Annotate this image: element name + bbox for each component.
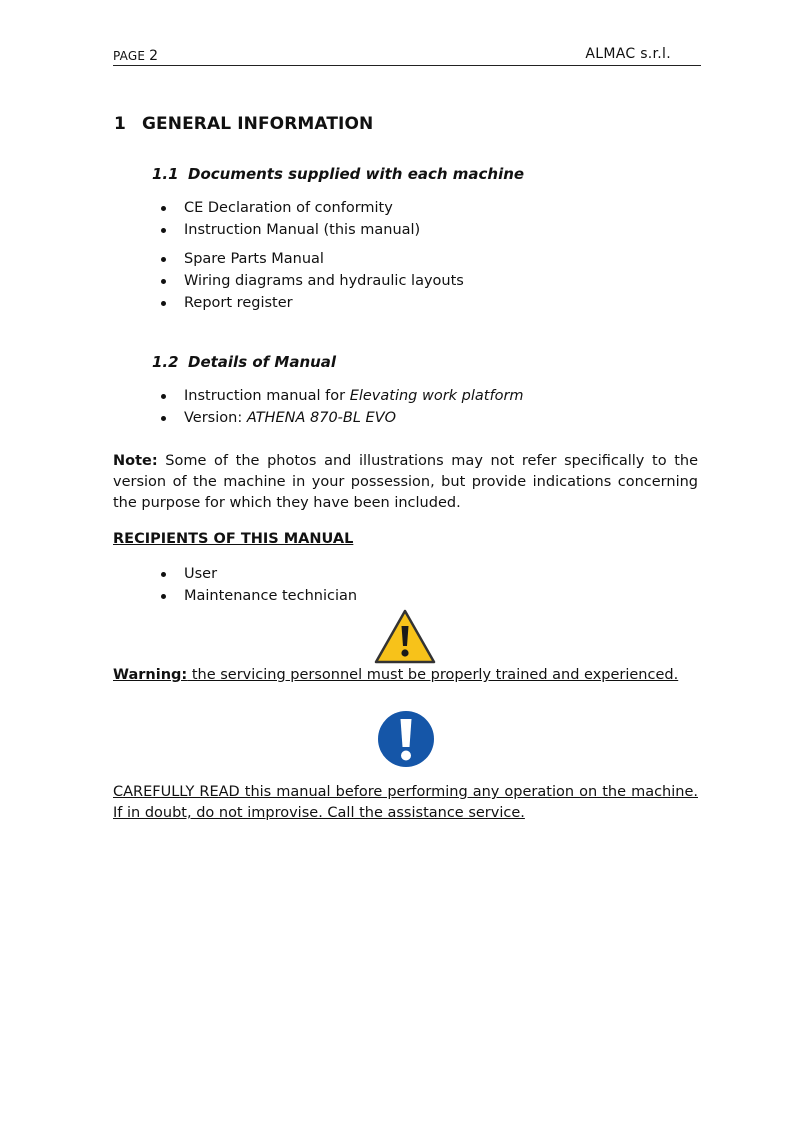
- list-item: Instruction Manual (this manual): [160, 219, 464, 241]
- note-paragraph: [113, 451, 698, 514]
- subsection-title: Documents supplied with each machine: [188, 165, 525, 183]
- subsection-details-heading: [152, 353, 336, 371]
- list-item: Wiring diagrams and hydraulic layouts: [160, 270, 464, 292]
- list-item: User: [160, 563, 357, 585]
- careful-line-2: If in doubt, do not improvise. Call the assistance service.: [113, 805, 525, 821]
- company-name: ALMAC s.r.l.: [585, 46, 671, 62]
- note-text: Some of the photos and illustrations may not refer specifically to the version of the machine in your possession, but provide indications concerning the purpose for which they have been included.: [113, 453, 698, 511]
- section-number: 1: [114, 114, 126, 134]
- list-item: Maintenance technician: [160, 585, 357, 607]
- page-header: [113, 45, 701, 66]
- warning-text: Warning: the servicing personnel must be properly trained and experienced.: [113, 667, 679, 683]
- list-item: Report register: [160, 292, 464, 314]
- note-label: Note:: [113, 453, 158, 469]
- warning-triangle-icon: [374, 609, 436, 665]
- list-item: Instruction manual for Elevating work platform: [160, 385, 524, 407]
- page-label: PAGE 2: [113, 48, 159, 64]
- section-heading: [114, 114, 373, 134]
- details-list: [160, 385, 524, 429]
- subsection-title: Details of Manual: [188, 353, 337, 371]
- careful-line-1: CAREFULLY READ this manual before performing any operation on the machine.: [113, 784, 698, 800]
- list-item: Spare Parts Manual: [160, 248, 464, 270]
- subsection-number: 1.2: [152, 353, 179, 371]
- exclamation-info-icon: [377, 710, 435, 768]
- documents-list: [160, 197, 464, 314]
- section-title: GENERAL INFORMATION: [142, 114, 374, 134]
- careful-read-text: [113, 782, 698, 824]
- page-number: 2: [149, 48, 159, 64]
- recipients-list: [160, 563, 357, 607]
- subsection-documents-heading: [152, 165, 524, 183]
- warning-label: Warning:: [113, 667, 188, 683]
- list-item: Version: ATHENA 870-BL EVO: [160, 407, 524, 429]
- list-item: CE Declaration of conformity: [160, 197, 464, 219]
- subsection-number: 1.1: [152, 165, 179, 183]
- recipients-heading: RECIPIENTS OF THIS MANUAL: [113, 531, 354, 547]
